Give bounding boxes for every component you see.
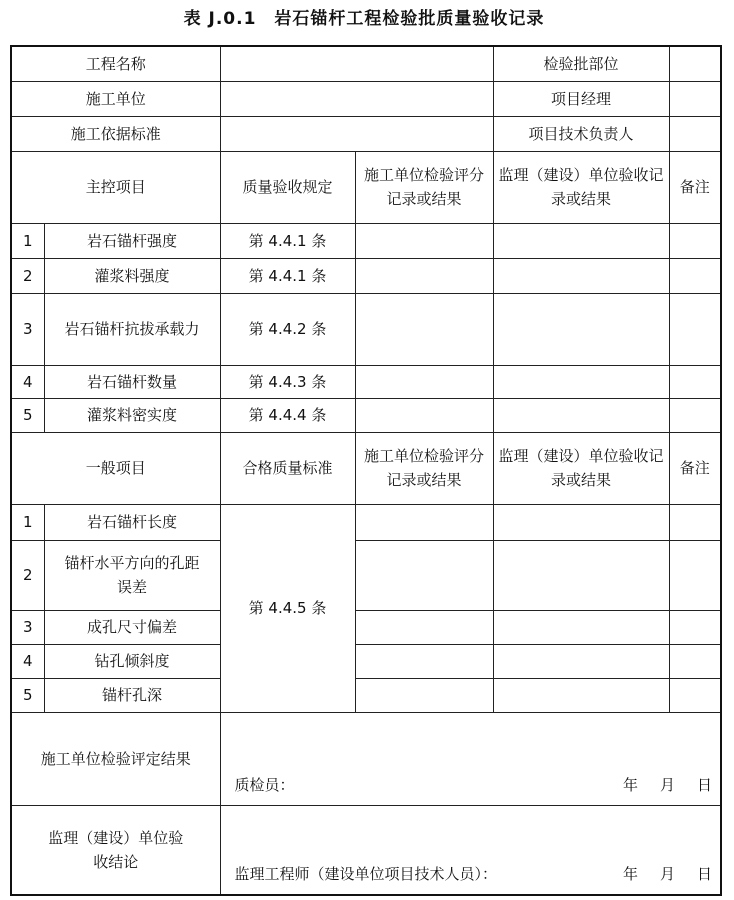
supervision-record-cell[interactable] [493, 644, 669, 678]
construction-result-sign-area[interactable] [220, 712, 734, 805]
remark-cell[interactable] [669, 610, 721, 644]
row-number: 5 [11, 398, 44, 432]
supervision-record-cell[interactable] [493, 223, 669, 258]
rule-ref: 第 4.4.1 条 [220, 223, 355, 258]
quality-inspector-label: 质检员： [234, 775, 295, 794]
quality-inspector-signline [234, 773, 734, 797]
supervision-record-cell[interactable] [493, 610, 669, 644]
date-label: 年月日 [622, 775, 734, 794]
supervising-engineer-label: 监理工程师（建设单位项目技术人员）： [234, 865, 498, 883]
construction-record-cell[interactable] [355, 293, 493, 365]
main-control-header-row [11, 151, 721, 223]
table-row [11, 258, 721, 293]
general-rule-header: 合格质量标准 [220, 432, 355, 504]
table-row [11, 293, 721, 365]
inspection-lot-location-value[interactable] [669, 46, 721, 81]
item-name: 成孔尺寸偏差 [44, 610, 220, 644]
table-row [11, 540, 721, 610]
table-row [11, 678, 721, 712]
row-number: 2 [11, 258, 44, 293]
supervision-conclusion-sign-area[interactable] [220, 805, 734, 895]
general-remark-header: 备注 [669, 432, 721, 504]
construction-record-cell[interactable] [355, 398, 493, 432]
row-number: 1 [11, 504, 44, 540]
project-manager-value[interactable] [669, 81, 721, 116]
project-name-value[interactable] [220, 46, 493, 81]
rule-ref: 第 4.4.2 条 [220, 293, 355, 365]
main-control-construction-record-header: 施工单位检验评分记录或结果 [355, 151, 493, 223]
table-row [11, 398, 721, 432]
standard-basis-value[interactable] [220, 116, 493, 151]
construction-unit-value[interactable] [220, 81, 493, 116]
technical-head-value[interactable] [669, 116, 721, 151]
supervision-record-cell[interactable] [493, 504, 669, 540]
header-row-project [11, 46, 721, 81]
item-name: 岩石锚杆抗拔承载力 [44, 293, 220, 365]
supervision-record-cell[interactable] [493, 258, 669, 293]
row-number: 3 [11, 610, 44, 644]
technical-head-label: 项目技术负责人 [493, 116, 669, 151]
row-number: 2 [11, 540, 44, 610]
item-name: 岩石锚杆强度 [44, 223, 220, 258]
general-item-header: 一般项目 [11, 432, 220, 504]
construction-unit-label: 施工单位 [11, 81, 220, 116]
supervision-record-cell[interactable] [493, 678, 669, 712]
table-row [11, 504, 721, 540]
rule-ref: 第 4.4.3 条 [220, 365, 355, 398]
supervising-engineer-signline [234, 862, 734, 886]
main-control-item-header: 主控项目 [11, 151, 220, 223]
construction-record-cell[interactable] [355, 678, 493, 712]
supervision-conclusion-row [11, 805, 721, 895]
row-number: 3 [11, 293, 44, 365]
item-name: 锚杆孔深 [44, 678, 220, 712]
item-name: 锚杆水平方向的孔距误差 [44, 540, 220, 610]
inspection-record-table [10, 45, 734, 896]
rule-ref: 第 4.4.4 条 [220, 398, 355, 432]
standard-basis-label: 施工依据标准 [11, 116, 220, 151]
table-row [11, 223, 721, 258]
construction-result-row [11, 712, 721, 805]
rule-ref: 第 4.4.1 条 [220, 258, 355, 293]
main-control-remark-header: 备注 [669, 151, 721, 223]
supervision-record-cell[interactable] [493, 365, 669, 398]
row-number: 1 [11, 223, 44, 258]
table-row [11, 644, 721, 678]
remark-cell[interactable] [669, 644, 721, 678]
project-manager-label: 项目经理 [493, 81, 669, 116]
construction-result-label: 施工单位检验评定结果 [11, 712, 220, 805]
row-number: 4 [11, 365, 44, 398]
item-name: 岩石锚杆数量 [44, 365, 220, 398]
header-row-standard [11, 116, 721, 151]
table-row [11, 365, 721, 398]
general-construction-record-header: 施工单位检验评分记录或结果 [355, 432, 493, 504]
construction-record-cell[interactable] [355, 504, 493, 540]
date-label: 年月日 [622, 865, 734, 883]
remark-cell[interactable] [669, 540, 721, 610]
general-supervision-record-header: 监理（建设）单位验收记录或结果 [493, 432, 669, 504]
remark-cell[interactable] [669, 365, 721, 398]
inspection-lot-location-label: 检验批部位 [493, 46, 669, 81]
remark-cell[interactable] [669, 678, 721, 712]
supervision-record-cell[interactable] [493, 540, 669, 610]
row-number: 5 [11, 678, 44, 712]
item-name: 灌浆料强度 [44, 258, 220, 293]
construction-record-cell[interactable] [355, 258, 493, 293]
header-row-construction-unit [11, 81, 721, 116]
general-header-row [11, 432, 721, 504]
page-title: 表 J.0.1 岩石锚杆工程检验批质量验收记录 [183, 9, 545, 29]
supervision-record-cell[interactable] [493, 293, 669, 365]
table-row [11, 610, 721, 644]
remark-cell[interactable] [669, 504, 721, 540]
shared-rule-ref: 第 4.4.5 条 [220, 504, 355, 712]
construction-record-cell[interactable] [355, 610, 493, 644]
project-name-label: 工程名称 [11, 46, 220, 81]
construction-record-cell[interactable] [355, 365, 493, 398]
main-control-supervision-record-header: 监理（建设）单位验收记录或结果 [493, 151, 669, 223]
main-control-rule-header: 质量验收规定 [220, 151, 355, 223]
item-name: 灌浆料密实度 [44, 398, 220, 432]
supervision-record-cell[interactable] [493, 398, 669, 432]
item-name: 岩石锚杆长度 [44, 504, 220, 540]
remark-cell[interactable] [669, 293, 721, 365]
remark-cell[interactable] [669, 398, 721, 432]
remark-cell[interactable] [669, 258, 721, 293]
remark-cell[interactable] [669, 223, 721, 258]
construction-record-cell[interactable] [355, 540, 493, 610]
item-name: 钻孔倾斜度 [44, 644, 220, 678]
row-number: 4 [11, 644, 44, 678]
supervision-conclusion-label: 监理（建设）单位验收结论 [11, 805, 220, 895]
construction-record-cell[interactable] [355, 223, 493, 258]
construction-record-cell[interactable] [355, 644, 493, 678]
